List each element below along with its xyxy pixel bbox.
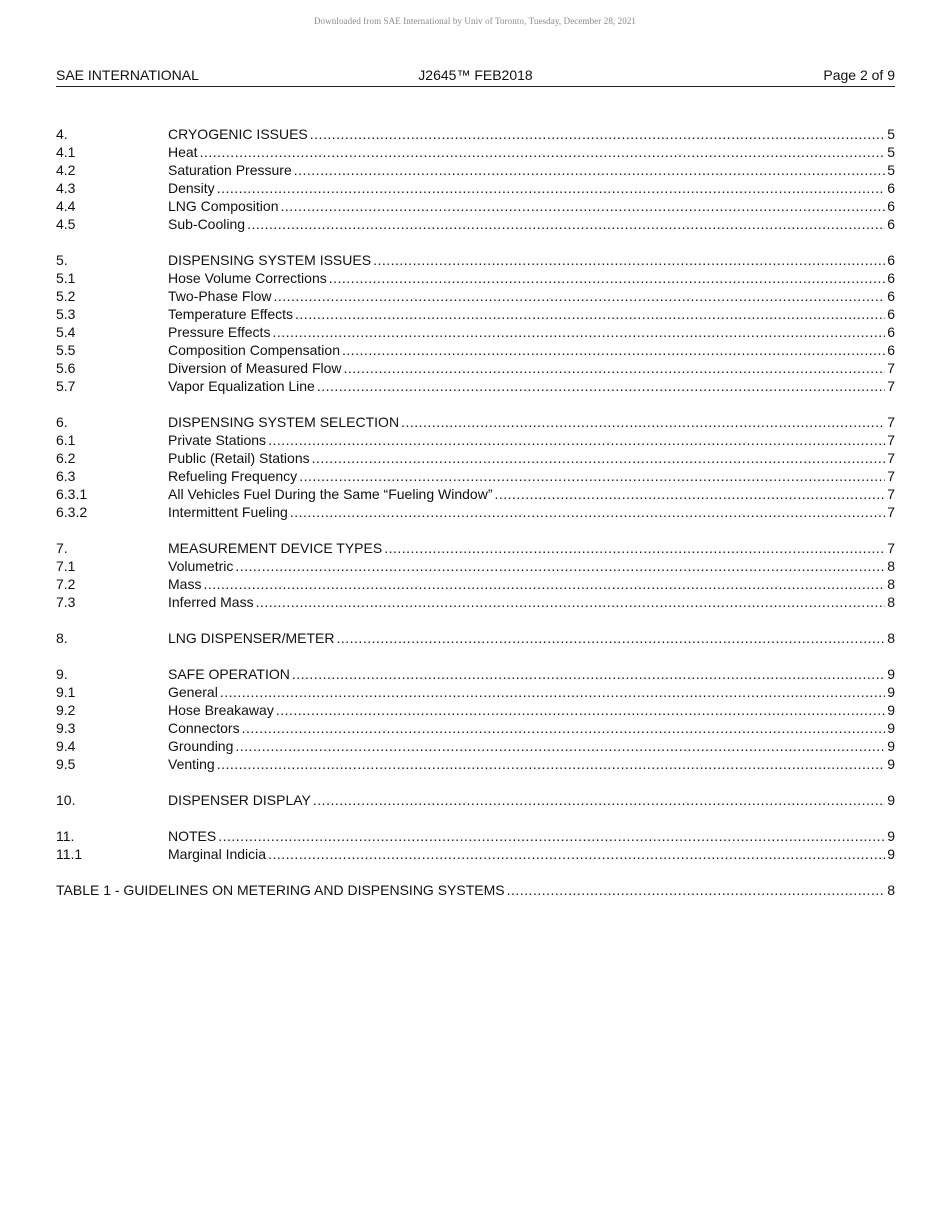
toc-entry-title-cell — [168, 197, 885, 215]
toc-entry-title-cell — [168, 575, 885, 593]
toc-entry[interactable] — [56, 431, 895, 449]
toc-entry-page: 6 — [887, 180, 895, 196]
header-document-id: J2645™ FEB2018 — [418, 67, 533, 83]
toc-entry-page: 7 — [887, 504, 895, 520]
dot-leader — [290, 503, 885, 521]
toc-entry[interactable] — [56, 179, 895, 197]
toc-entry-number: 9.2 — [56, 702, 76, 718]
toc-entry-number: 11. — [56, 828, 75, 844]
toc-entry[interactable] — [56, 575, 895, 593]
toc-entry[interactable] — [56, 467, 895, 485]
toc-entry-title-cell — [168, 845, 885, 863]
toc-entry-title-cell — [168, 485, 885, 503]
toc-entry-title: DISPENSING SYSTEM SELECTION — [168, 414, 400, 430]
toc-entry-title: CRYOGENIC ISSUES — [168, 126, 308, 142]
toc-entry[interactable] — [56, 125, 895, 143]
toc-entry-page: 9 — [887, 756, 895, 772]
toc-entry-number: 6.1 — [56, 432, 76, 448]
toc-entry-title: Two-Phase Flow — [168, 288, 272, 304]
toc-entry-number: 6.3.2 — [56, 504, 88, 520]
toc-entry-page: 5 — [887, 126, 895, 142]
toc-entry-title-cell — [168, 377, 885, 395]
toc-entry-title-cell — [168, 341, 885, 359]
toc-entry[interactable] — [56, 755, 895, 773]
toc-entry[interactable] — [56, 287, 895, 305]
toc-entry[interactable] — [56, 791, 895, 809]
toc-entry-title: Volumetric — [168, 558, 234, 574]
toc-entry-number: 5.3 — [56, 306, 76, 322]
dot-leader — [217, 179, 885, 197]
dot-leader — [384, 539, 885, 557]
toc-entry-number: 5.4 — [56, 324, 76, 340]
download-watermark: Downloaded from SAE International by Univ of Toronto, Tuesday, December 28, 2021 — [313, 16, 637, 26]
toc-entry-page: 6 — [887, 216, 895, 232]
toc-entry-title: Diversion of Measured Flow — [168, 360, 342, 376]
toc-entry[interactable] — [56, 719, 895, 737]
toc-entry-number: 8. — [56, 630, 68, 646]
toc-entry[interactable] — [56, 629, 895, 647]
toc-entry[interactable] — [56, 341, 895, 359]
toc-entry[interactable] — [56, 827, 895, 845]
toc-entry[interactable] — [56, 737, 895, 755]
dot-leader — [268, 845, 885, 863]
dot-leader — [299, 467, 885, 485]
toc-entry-page: 8 — [887, 576, 895, 592]
toc-entry-title: Public (Retail) Stations — [168, 450, 310, 466]
toc-entry-title-cell — [168, 557, 885, 575]
toc-entry-number: 6.3 — [56, 468, 76, 484]
toc-entry[interactable] — [56, 197, 895, 215]
toc-entry-page: 6 — [887, 324, 895, 340]
toc-entry-page: 9 — [887, 666, 895, 682]
toc-entry-page: 9 — [887, 702, 895, 718]
dot-leader — [242, 719, 885, 737]
toc-entry-page: 7 — [887, 540, 895, 556]
dot-leader — [312, 449, 885, 467]
dot-leader — [294, 161, 885, 179]
toc-entry-number: 4. — [56, 126, 68, 142]
toc-entry-title-cell — [168, 791, 885, 809]
toc-entry-page: 8 — [887, 630, 895, 646]
toc-entry[interactable] — [56, 269, 895, 287]
toc-entry-title-cell — [168, 143, 885, 161]
toc-entry-number: 6.2 — [56, 450, 76, 466]
toc-entry-title-cell — [168, 413, 885, 431]
toc-entry-number: 7. — [56, 540, 68, 556]
header-page-number: Page 2 of 9 — [823, 67, 895, 83]
dot-leader — [235, 737, 885, 755]
dot-leader — [292, 665, 885, 683]
toc-entry-title: SAFE OPERATION — [168, 666, 290, 682]
toc-entry[interactable] — [56, 845, 895, 863]
page-header — [56, 66, 895, 87]
toc-entry-title: Connectors — [168, 720, 240, 736]
toc-entry[interactable] — [56, 377, 895, 395]
dot-leader — [217, 755, 885, 773]
toc-entry-title: Inferred Mass — [168, 594, 254, 610]
toc-entry[interactable] — [56, 683, 895, 701]
toc-entry[interactable] — [56, 323, 895, 341]
toc-entry[interactable] — [56, 251, 895, 269]
toc-entry-page: 7 — [887, 360, 895, 376]
toc-entry[interactable] — [56, 539, 895, 557]
toc-entry-title-cell — [168, 251, 885, 269]
dot-leader — [235, 557, 885, 575]
toc-entry-title-cell — [168, 287, 885, 305]
dot-leader — [272, 323, 885, 341]
toc-entry-page: 9 — [887, 720, 895, 736]
toc-entry-title-cell — [168, 359, 885, 377]
dot-leader — [507, 881, 885, 899]
toc-entry-page: 7 — [887, 486, 895, 502]
dot-leader — [310, 125, 885, 143]
toc-entry-page: 7 — [887, 450, 895, 466]
toc-entry-title: Marginal Indicia — [168, 846, 267, 862]
toc-entry-number: 4.2 — [56, 162, 76, 178]
dot-leader — [200, 143, 885, 161]
toc-entry[interactable] — [56, 557, 895, 575]
toc-entry-page: 7 — [887, 468, 895, 484]
toc-entry-title: DISPENSER DISPLAY — [168, 792, 311, 808]
toc-entry-title-cell — [168, 125, 885, 143]
toc-entry-title: Venting — [168, 756, 215, 772]
toc-entry[interactable] — [56, 485, 895, 503]
toc-entry-number: 4.5 — [56, 216, 76, 232]
toc-entry-title-cell — [168, 467, 885, 485]
toc-entry-title: Vapor Equalization Line — [168, 378, 315, 394]
toc-entry-title: Pressure Effects — [168, 324, 271, 340]
dot-leader — [276, 701, 885, 719]
table-list-page: 8 — [887, 882, 895, 898]
toc-entry-title-cell — [168, 503, 885, 521]
toc-entry-page: 9 — [887, 828, 895, 844]
toc-entry-title-cell — [168, 215, 885, 233]
toc-entry-title-cell — [168, 305, 885, 323]
toc-entry-title-cell — [168, 539, 885, 557]
toc-entry-title-cell — [168, 827, 885, 845]
table-list-title: TABLE 1 - GUIDELINES ON METERING AND DISPENSING SYSTEMS — [56, 882, 505, 898]
toc-entry[interactable] — [56, 413, 895, 431]
toc-entry-number: 6.3.1 — [56, 486, 88, 502]
toc-entry-number: 5. — [56, 252, 68, 268]
dot-leader — [313, 791, 885, 809]
toc-entry-title: Private Stations — [168, 432, 267, 448]
toc-entry-page: 9 — [887, 684, 895, 700]
toc-entry[interactable] — [56, 305, 895, 323]
toc-entry-number: 5.6 — [56, 360, 76, 376]
table-list-entry[interactable] — [56, 881, 895, 899]
toc-entry-number: 7.1 — [56, 558, 76, 574]
toc-entry-title: DISPENSING SYSTEM ISSUES — [168, 252, 372, 268]
dot-leader — [218, 827, 885, 845]
toc-entry-title-cell — [168, 701, 885, 719]
toc-entry-page: 6 — [887, 288, 895, 304]
dot-leader — [295, 305, 885, 323]
dot-leader — [401, 413, 885, 431]
toc-entry-page: 6 — [887, 342, 895, 358]
toc-entry[interactable] — [56, 215, 895, 233]
toc-entry-title: Refueling Frequency — [168, 468, 298, 484]
dot-leader — [220, 683, 885, 701]
toc-entry-number: 5.5 — [56, 342, 76, 358]
toc-entry-title-cell — [168, 665, 885, 683]
toc-entry-number: 9.3 — [56, 720, 76, 736]
toc-entry-title-cell — [168, 683, 885, 701]
toc-entry-title-cell — [168, 269, 885, 287]
toc-entry-title: Grounding — [168, 738, 234, 754]
toc-entry[interactable] — [56, 449, 895, 467]
toc-entry-page: 8 — [887, 558, 895, 574]
toc-entry-page: 8 — [887, 594, 895, 610]
dot-leader — [273, 287, 885, 305]
dot-leader — [494, 485, 885, 503]
dot-leader — [373, 251, 885, 269]
toc-entry[interactable] — [56, 665, 895, 683]
toc-entry-page: 7 — [887, 432, 895, 448]
dot-leader — [256, 593, 885, 611]
dot-leader — [268, 431, 885, 449]
toc-entry-title: All Vehicles Fuel During the Same “Fueling Window” — [168, 486, 493, 502]
toc-entry-title: Sub-Cooling — [168, 216, 246, 232]
toc-entry-number: 4.3 — [56, 180, 76, 196]
toc-entry-page: 6 — [887, 306, 895, 322]
toc-entry-page: 6 — [887, 270, 895, 286]
table-of-contents — [56, 125, 895, 899]
toc-entry-title-cell — [168, 431, 885, 449]
toc-entry-number: 9.5 — [56, 756, 76, 772]
dot-leader — [247, 215, 885, 233]
toc-entry-title-cell — [168, 323, 885, 341]
toc-entry-title-cell — [168, 593, 885, 611]
toc-entry-number: 10. — [56, 792, 76, 808]
toc-entry-number: 5.1 — [56, 270, 76, 286]
toc-entry-number: 4.4 — [56, 198, 76, 214]
toc-entry-number: 5.2 — [56, 288, 76, 304]
table-list-title-cell — [56, 881, 885, 899]
dot-leader — [203, 575, 885, 593]
dot-leader — [344, 359, 885, 377]
toc-entry-number: 6. — [56, 414, 68, 430]
toc-entry-title-cell — [168, 629, 885, 647]
toc-entry-page: 5 — [887, 144, 895, 160]
toc-entry-title-cell — [168, 449, 885, 467]
toc-entry-title: Mass — [168, 576, 202, 592]
toc-entry-number: 9.4 — [56, 738, 76, 754]
toc-entry-title: Temperature Effects — [168, 306, 294, 322]
toc-entry-number: 11.1 — [56, 846, 83, 862]
toc-entry[interactable] — [56, 593, 895, 611]
toc-entry-title: Density — [168, 180, 215, 196]
toc-entry-title-cell — [168, 737, 885, 755]
toc-entry-number: 5.7 — [56, 378, 76, 394]
dot-leader — [342, 341, 885, 359]
toc-entry-title-cell — [168, 719, 885, 737]
toc-entry-title: MEASUREMENT DEVICE TYPES — [168, 540, 383, 556]
toc-entry-title: NOTES — [168, 828, 217, 844]
toc-entry-title: Composition Compensation — [168, 342, 340, 358]
toc-entry-title: Intermittent Fueling — [168, 504, 288, 520]
toc-entry-title-cell — [168, 755, 885, 773]
dot-leader — [281, 197, 886, 215]
toc-entry-page: 7 — [887, 378, 895, 394]
toc-entry-page: 9 — [887, 738, 895, 754]
toc-entry-title: Saturation Pressure — [168, 162, 292, 178]
toc-entry-page: 7 — [887, 414, 895, 430]
toc-entry-title: General — [168, 684, 218, 700]
toc-entry[interactable] — [56, 161, 895, 179]
toc-entry-number: 9.1 — [56, 684, 76, 700]
toc-entry[interactable] — [56, 701, 895, 719]
toc-entry-page: 9 — [887, 792, 895, 808]
toc-entry-page: 9 — [887, 846, 895, 862]
toc-entry-number: 7.2 — [56, 576, 76, 592]
toc-entry-title-cell — [168, 161, 885, 179]
dot-leader — [329, 269, 885, 287]
toc-entry-title-cell — [168, 179, 885, 197]
toc-entry-number: 9. — [56, 666, 68, 682]
toc-entry-number: 7.3 — [56, 594, 76, 610]
toc-entry-page: 6 — [887, 198, 895, 214]
toc-entry-number: 4.1 — [56, 144, 76, 160]
dot-leader — [317, 377, 885, 395]
toc-entry-title: Heat — [168, 144, 198, 160]
toc-entry[interactable] — [56, 503, 895, 521]
toc-entry-title: LNG Composition — [168, 198, 279, 214]
toc-entry-title: Hose Volume Corrections — [168, 270, 327, 286]
toc-entry-page: 6 — [887, 252, 895, 268]
toc-entry[interactable] — [56, 359, 895, 377]
dot-leader — [336, 629, 885, 647]
toc-entry-title: Hose Breakaway — [168, 702, 274, 718]
toc-entry-title: LNG DISPENSER/METER — [168, 630, 335, 646]
toc-entry-page: 5 — [887, 162, 895, 178]
toc-entry[interactable] — [56, 143, 895, 161]
header-organization: SAE INTERNATIONAL — [56, 67, 199, 83]
